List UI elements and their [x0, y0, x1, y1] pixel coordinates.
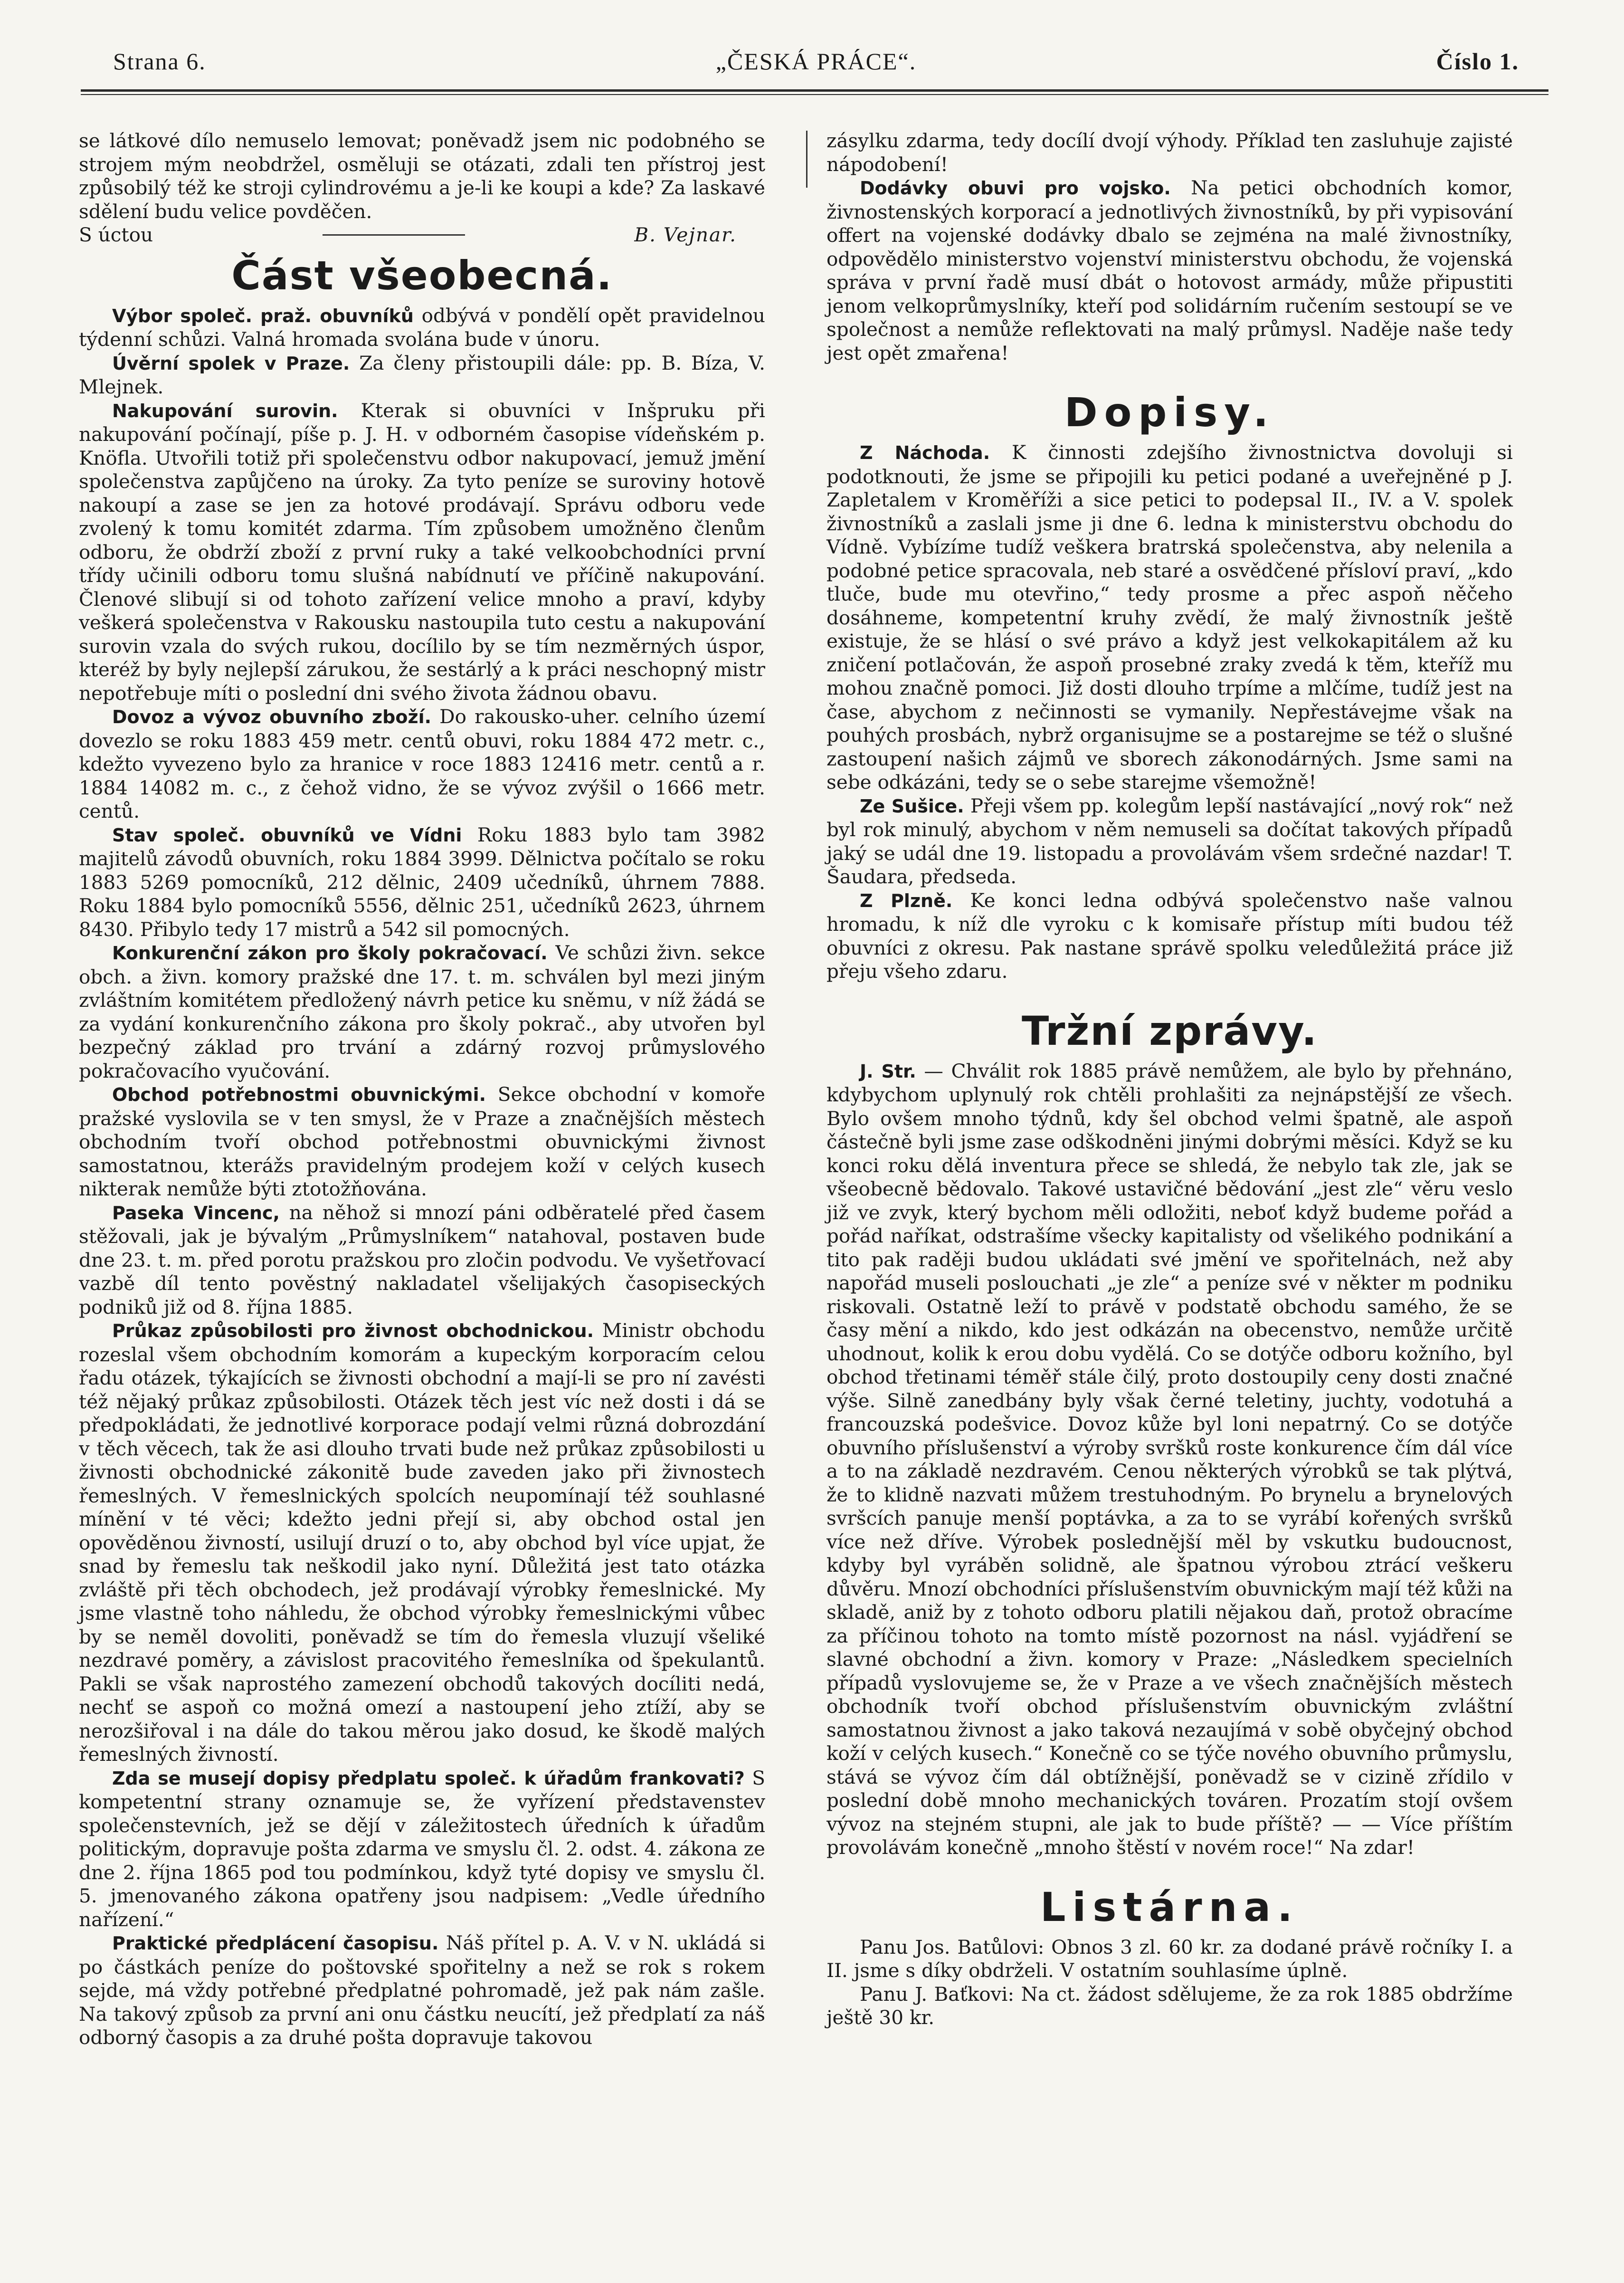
news-item-text: Do rakousko-uher. celního území dovezlo se roku 1883 459 metr. centů obuvi, roku 1884 472 metr. c., kdežto vyvezeno bylo za hranice v roce 1883 12416 metr. centů a r. 1884 14082 m. c., z čehož vidno, že se vývoz zvýšil o 1666 metr. centů. [79, 705, 765, 822]
news-item-heading: Průkaz způsobilosti pro živnost obchodnickou. [112, 1320, 594, 1341]
letter-opening: se látkové dílo nemuselo lemovat; poněvadž jsem nic podobného se strojem mým neobdržel, osměluji se otázati, zdali ten přístroj jest způsobilý též ke stroji cylindrovému a je-li ke koupi a kde? Za laskavé sdělení budu velice povděčen. [79, 129, 765, 223]
news-item-heading: Dodávky obuvi pro vojsko. [860, 178, 1171, 199]
letter-signature: B. Vejnar. [634, 223, 737, 246]
news-item [79, 1931, 765, 2050]
news-item-text: Ministr obchodu rozeslal všem obchodním komorám a kupeckým korporacím celou řadu otázek, týkajících se živnosti obchodní a mají-li se pro ní zavésti též nějaký průkaz způsobilosti. Otázek těch jest víc než dosti i dá se předpokládati, že jednotlivé korporace podají velmi různá dobrozdání v těch věcech, tak že asi dlouho trvati bude než průkaz způsobilosti u živnosti obchodnické zákonitě bude zaveden jako při živnostech řemeslných. V řemeslnických spolcích neupomínají též souhlasné mínění v té věci; kdežto jedni přejí si, aby obchod ostal jen opověděnou živností, usilují druzí o to, aby obchod byl více upjat, že snad by řemeslu tak neškodil jako nyní. Důležitá jest tato otázka zvláště při těch obchodech, jež prodávají výrobky řemeslnické. My jsme vlastně toho náhledu, že obchod výrobky řemeslnickými vůbec by se neměl dovoliti, poněvadž se tím do řemesla vluzují všeliké nezdravé poměry, a závislost pracovitého řemeslníka od špekulantů. Pakli se však naprostého zamezení obchodů takových docíliti nedá, nechť se aspoň co možná omezí a nastoupení jeho ztíží, aby se nerozšiřoval i na dále do takou měrou jako dosud, ke škodě malých řemeslných živností. [79, 1319, 766, 1766]
news-item [79, 304, 765, 352]
news-item [79, 399, 765, 706]
news-item-text: Kterak si obuvníci v Inšpruku při nakupování počínají, píše p. J. H. v odborném časopise vídeňském p. Knöfla. Utvořili totiž při společenstvu odbor nakupovací, jemuž jmění společenstva zapůjčeno na úroky. Za tyto peníze se suroviny hotově nakoupí a zase se jen za hotové prodávají. Správu odboru vede zvolený k tomu komitét zdarma. Tím způsobem umožněno členům odboru, že obdrží zboží z první ruky a také velkoobchodníci první třídy učinili odboru tomu slušná nabídnutí ve příčině nakupování. Členové slibují si od tohoto zařízení velice mnoho a praví, kdyby veškerá společenstva v Rakousku nastoupila tuto cestu a nakupování surovin vzala do svých rukou, docílilo by se tím nezměrných úspor, kteréž by byly nejlepší zárukou, že sestárlý a k práci neschopný mistr nepotřebuje míti o poslední dni svého života žádnou obavu. [79, 399, 765, 705]
left-column [79, 129, 765, 2050]
news-item-heading: Výbor společ. praž. obuvníků [112, 305, 414, 326]
news-item [79, 1083, 765, 1201]
news-item [79, 941, 765, 1083]
letter-item [826, 794, 1513, 889]
news-item-text: na něhož si mnozí páni odběratelé před časem stěžovali, jak je bývalým „Průmyslníkem“ natahoval, postaven bude dne 23. t. m. před porotu pražskou pro zločin podvodu. Ve vyšetřovací vazbě díl tento pověstný nakladatel všelijakých časopiseckých podniků již od 8. října 1885. [79, 1201, 765, 1318]
news-item [79, 823, 765, 942]
signature-rule [323, 234, 465, 236]
letter-closing: S úctou [79, 223, 153, 246]
letter-item [826, 889, 1513, 984]
news-item-heading: Konkurenční zákon pro školy pokračovací. [112, 943, 548, 964]
page-header [113, 48, 1519, 86]
issue-number: Číslo 1. [1436, 48, 1519, 75]
right-column [826, 129, 1513, 2030]
market-report-text: — Chválit rok 1885 právě nemůžem, ale bylo by přehnáno, kdybychom uplynulý rok chtěli prohlašiti za nejnápstější ze všech. Bylo ovšem mnoho týdnů, kdy šel obchod velmi špatně, ale aspoň částečně byli jsme zase odškodněni jinými dobrými měsíci. Když se ku konci roku dělá inventura přece se shledá, že nebylo tak zle, jak se všeobecně bědovalo. Takové ustavičné bědování „jest zle“ věru veslo již ve zvyk, který bychom měli odložiti, neboť když budeme pořád a pořád naříkat, odstrašíme všecky kapitalisty od všelikého podnikání a tito pak raději budou ukládati své jmění ve spořitelnách, než aby napořád museli poslouchati „je zle“ a peníze své v někter m podniku riskovali. Ostatně leží to právě v podstatě obchodu samého, že se časy mění a nikdo, kdo jest odkázán na obecenstvo, nemůže určitě uhodnout, kolik k erou dobu vydělá. Co se dotýče odboru kožního, byl obchod třetinami téměř stále čilý, proto dostoupily ceny dosti značné výše. Silně zanedbány byly však černé teletiny, juchty, vodotuhá a francouzská podešvice. Dovoz kůže byl loni nepatrný. Co se dotýče obuvního příslušenství a výroby svršků roste konkurence čím dál více a to na základě nezdravém. Cenou některých výrobků se tak plýtvá, že to klidně nazvati můžem trestuhodným. Po brynelu a brynelových svršcích panuje menší poptávka, a za to se vyrábí kořených svršků více než dříve. Výrobek poslednější měl by vskutku budoucnost, kdyby byl vyráběn solidně, ale špatnou výrobou ztrácí veškeru důvěru. Mnozí obchodníci příslušenstvím obuvnickým mají též kůži na skladě, aniž by z tohoto odboru platili nějakou daň, protož obracíme za příčinou tohoto na tomto místě pozornost na násl. vyjádření se slavné obchodní a živn. komory v Praze: „Následkem specielních případů vyslovujeme se, že v Praze a ve všech značnějších městech obchodník tvoří obchod příslušenstvím obuvnickým zvláštní samostatnou živnost a jako taková nezaujímá v sobě obyčejný obchod koží v celých kusech.“ Konečně co se týče nového obuvního průmyslu, stává se vývoz čím dál obtížnější, poněvadž se v cizině zřídilo v poslední době mnoho mechanických továren. Prozatím stojí ovšem vývoz na stejném stupni, ale jak to bude příště? — — Více příštím provolávám konečně „mnoho štěstí v novém roce!“ Na zdar! [826, 1059, 1513, 1859]
news-item-text: Na petici obchodních komor, živnostenských korporací a jednotlivých živnostníků, by při vypisování offert na vojenské dodávky dbalo se zejména na malé živnostníky, odpovědělo ministerstvo vojenství ministerstvu obchodu, že vojenská správa v první řadě musí dbát o hotovost armády, může připustiti jenom velkoprůmyslníky, kteří pod solidárním ručením sestoupí se ve společnost a nemůže reflektovati na malý průmysl. Naděje naše tedy jest opět zmařena! [826, 176, 1513, 364]
header-rule [81, 89, 1548, 92]
news-item-text: S kompetentní strany oznamuje se, že vyřízení představenstev společenstevních, jež se dějí v záležitostech úředních k úřadům politickým, dopravuje pošta zdarma ve smyslu čl. 2. odst. 4. zákona ze dne 2. října 1865 pod tou podmínkou, když tyté dopisy ve smyslu čl. 5. jmenovaného zákona opatřeny jsou nadpisem: „Vedle úředního nařízení.“ [79, 1766, 765, 1931]
letter-heading: Ze Sušice. [860, 795, 964, 817]
news-item-text: Roku 1883 bylo tam 3982 majitelů závodů obuvních, roku 1884 3999. Dělnictva počítalo se roku 1883 5269 pomocníků, 212 dělnic, 2409 učedníků, úhrnem 7888. Roku 1884 bylo pomocníků 5556, dělnic 251, učedníků 2623, úhrnem 8430. Přibylo tedy 17 mistrů a 542 sil pomocných. [79, 823, 765, 941]
column-divider [806, 131, 807, 188]
letter-text: K činnosti zdejšího živnostnictva dovoluji si podotknouti, že jsme se připojili ku petici podané a uveřejněné p J. Zapletalem v Kroměříži a sice petici to podepsal II., IV. a V. spolek živnostníků a zaslali jsme ji dne 6. ledna k ministerstvu obchodu do Vídně. Vybízíme tudíž veškera bratrská společenstva, aby nelenila a podobné petice spracovala, neb staré a osvědčené přísloví praví, „kdo tluče, bude mu otevřino,“ tedy prosme a přec aspoň něčeho dosáhneme, kompetentní kruhy zvědí, že malý živnostník ještě existuje, že se hlásí o své právo a když jest velkokapitálem až ku zničení potlačován, že aspoň prosebné zraky zvedá k těm, kteříž mu mohou značně pomoci. Již dosti dlouho trpíme a mlčíme, tudíž jest na čase, abychom z nečinnosti se vymanily. Nepřestávejme však na pouhých prosbách, nybrž organisujme se a postarejme se též o slušné zastoupení našich zájmů ve sborech zákonodárných. Jsme sami na sebe odkázáni, tedy se o sebe starejme všemožně! [826, 441, 1513, 793]
news-item-heading: Dovoz a vývoz obuvního zboží. [112, 707, 432, 727]
market-report [826, 1060, 1513, 1860]
letter-text: Ke konci ledna odbývá společenstvo naše valnou hromadu, k níž dle vyroku c k komisaře přístup míti budou též obuvníci z okresu. Pak nastane správě spolku veledůležitá práce již přeju všeho zdaru. [826, 888, 1513, 983]
section-title-mailbox: Listárna. [1040, 1883, 1299, 1930]
continued-text: zásylku zdarma, tedy docílí dvojí výhody. Příklad ten zasluhuje zajisté nápodobení! [826, 129, 1513, 176]
letter-heading: Z Náchoda. [860, 442, 990, 463]
masthead-title: „ČESKÁ PRÁCE“. [715, 48, 917, 75]
letter-text: Přeji všem pp. kolegům lepší nastávající „nový rok“ než byl rok minulý, abychom v něm nemuseli sa dočítat takových případů jaký se udál dne 19. listopadu a provolávám všem srdečné nazdar! T. Šaudara, předseda. [826, 794, 1513, 888]
news-item-text: Náš přítel p. A. V. v N. ukládá si po částkách peníze do poštovské spořitelny a než se rok s rokem sejde, má vždy potřebné předplatné pohromadě, jež pak nám zašle. Na takový způsob za první ani onu částku neucítí, jež předplatí za náš odborný časopis a za druhé pošta dopravuje takovou [79, 1931, 765, 2049]
market-report-author: J. Str. [860, 1060, 916, 1082]
news-item-text: Ve schůzi živn. sekce obch. a živn. komory pražské dne 17. t. m. schválen byl mezi jiným zvláštním komitétem předložený návrh petice ku sněmu, v níž žádá se za vydání konkurenčního zákona pro školy pokrač., aby utvořen byl bezpečný základ pro trvání a zdárný rozvoj průmyslového pokračovacího vyučování. [79, 941, 765, 1082]
letter-heading: Z Plzně. [860, 890, 953, 911]
news-item [79, 1767, 765, 1932]
news-item [79, 1201, 765, 1319]
news-item-heading: Obchod potřebnostmi obuvnickými. [112, 1084, 486, 1105]
news-item-heading: Praktické předplácení časopisu. [112, 1933, 439, 1954]
mailbox-item: Panu Jos. Batůlovi: Obnos 3 zl. 60 kr. za dodané právě ročníky I. a II. jsme s díky obdrželi. V ostatním souhlasíme úplně. [826, 1935, 1513, 1982]
letter-signature-line [79, 223, 765, 247]
section-title-general: Část všeobecná. [231, 252, 613, 299]
letter-item [826, 441, 1513, 794]
section-title-letters: Dopisy. [1064, 389, 1275, 436]
page-number: Strana 6. [113, 48, 206, 75]
news-item [79, 705, 765, 823]
spacer [826, 1860, 1513, 1879]
news-item-heading: Nakupování surovin. [112, 400, 338, 421]
news-item-text: Za členy přistoupili dále: pp. B. Bíza, V. Mlejnek. [79, 351, 765, 398]
news-item-heading: Stav společ. obuvníků ve Vídni [112, 824, 462, 846]
news-item-heading: Zda se musejí dopisy předplatu společ. k úřadům frankovati? [112, 1767, 745, 1789]
news-item [79, 1319, 765, 1767]
spacer [826, 365, 1513, 384]
news-item [826, 176, 1513, 365]
mailbox-item: Panu J. Baťkovi: Na ct. žádost sdělujeme, že za rok 1885 obdržíme ještě 30 kr. [826, 1982, 1513, 2029]
news-item [79, 352, 765, 399]
news-item-heading: Úvěrní spolek v Praze. [112, 353, 350, 374]
header-rule-thin [81, 94, 1548, 95]
section-title-market: Tržní zprávy. [1021, 1007, 1318, 1054]
news-item-text: odbývá v pondělí opět pravidelnou týdenní schůzi. Valná hromada svolána bude v únoru. [79, 304, 765, 351]
news-item-heading: Paseka Vincenc, [112, 1202, 280, 1223]
spacer [826, 984, 1513, 1003]
news-item-text: Sekce obchodní v komoře pražské vyslovila se v ten smysl, že v Praze a značnějších městech obchodním tvoří obchod potřebnostmi obuvnickými živnost samostatnou, kterážs pravidelným prodejem koží v celých kusech nikterak nemůže býti ztotožňována. [79, 1083, 765, 1200]
